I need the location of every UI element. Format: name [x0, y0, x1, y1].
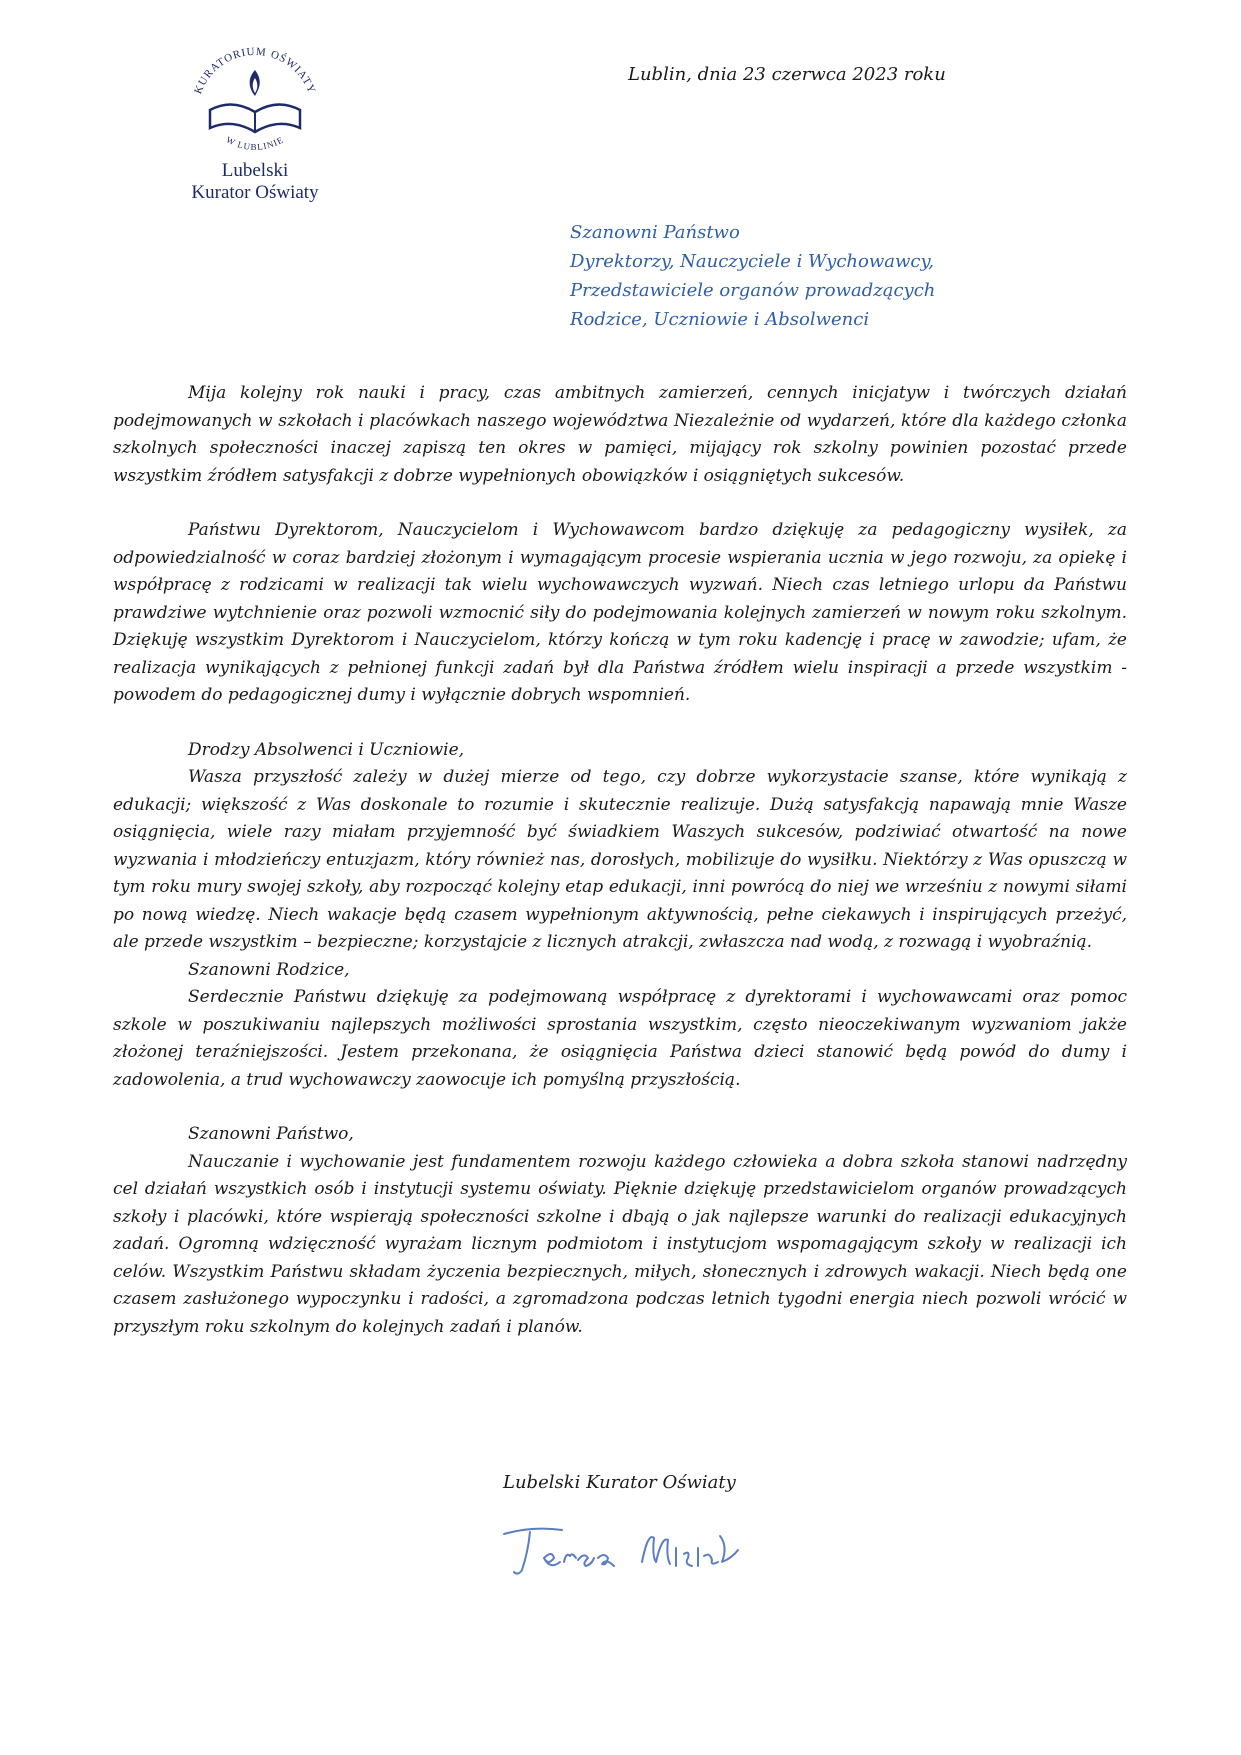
logo-arc-bottom-text: W LUBLINIE — [224, 134, 286, 153]
open-book-torch-emblem — [180, 40, 330, 160]
kuratorium-logo — [155, 40, 355, 210]
recipient-line: Rodzice, Uczniowie i Absolwenci — [570, 309, 870, 330]
recipient-line: Szanowni Państwo — [570, 222, 740, 243]
letter-body — [113, 380, 1127, 1341]
letter-date: Lublin, dnia 23 czerwca 2023 roku — [628, 64, 946, 85]
paragraph-intro: Mija kolejny rok nauki i pracy, czas ambitnych zamierzeń, cennych inicjatyw i twórczych działań podejmowanych w szkołach i placówkach naszego województwa Niezależnie od wydarzeń, które dla każdego członka szkolnych społeczności inaczej zapiszą ten okres w pamięci, mijający rok szkolny powinien pozostać przede wszystkim źródłem satysfakcji z dobrze wypełnionych obowiązków i osiągniętych sukcesów. — [113, 383, 1127, 486]
logo-arc-top-text: KURATORIUM OŚWIATY — [192, 45, 318, 96]
salutation-all: Szanowni Państwo, — [188, 1124, 354, 1144]
recipient-line: Przedstawiciele organów prowadzących — [570, 280, 936, 301]
paragraph-closing: Nauczanie i wychowanie jest fundamentem rozwoju każdego człowieka a dobra szkoła stanowi nadrzędny cel działań wszystkich osób i instytucji systemu oświaty. Pięknie dziękuję przedstawicielom organów prowadzących szkoły i placówki, które wspierają społeczności szkolne i dbają o jak najlepsze warunki do realizacji edukacyjnych zadań. Ogromną wdzięczność wyrażam licznym podmiotom i instytucjom wspomagającym szkoły w realizacji ich celów. Wszystkim Państwu składam życzenia bezpiecznych, miłych, słonecznych i zdrowych wakacji. Niech będą one czasem zasłużonego wypoczynku i radości, a zgromadzona podczas letnich tygodni energia niech pozwoli wrócić w przyszłym roku szkolnym do kolejnych zadań i planów. — [113, 1151, 1127, 1337]
recipients-block — [570, 218, 935, 334]
logo-line-1: Lubelski — [221, 160, 289, 181]
svg-text:W LUBLINIE — [225, 134, 286, 152]
paragraph-students: Wasza przyszłość zależy w dużej mierze od tego, czy dobrze wykorzystacie szanse, które wynikają z edukacji; większość z Was doskonale to rozumie i skutecznie realizuje. Dużą satysfakcją napawają mnie Wasze osiągnięcia, wiele razy miałam przyjemność być świadkiem Waszych sukcesów, podziwiać otwartość na nowe wyzwania i młodzieńczy entuzjazm, który również nas, dorosłych, mobilizuje do wysiłku. Niektórzy z Was opuszczą w tym roku mury swojej szkoły, aby rozpocząć kolejny etap edukacji, inni powrócą do niej we wrześniu z nowymi siłami po nową wiedzę. Niech wakacje będą czasem wypełnionym aktywnością, pełne ciekawych i inspirujących przeżyć, ale przede wszystkim – bezpieczne; korzystajcie z licznych atrakcji, zwłaszcza nad wodą, z rozwagą i wyobraźnią. — [113, 767, 1127, 952]
salutation-parents: Szanowni Rodzice, — [188, 959, 350, 980]
salutation-students: Drodzy Absolwenci i Uczniowie, — [188, 739, 465, 760]
logo-line-2: Kurator Oświaty — [191, 182, 319, 203]
signatory-title: Lubelski Kurator Oświaty — [503, 1472, 736, 1493]
paragraph-teachers: Państwu Dyrektorom, Nauczycielom i Wychowawcom bardzo dziękuję za pedagogiczny wysiłek, za odpowiedzialność w coraz bardziej złożonym i wymagającym procesie wspierania ucznia w jego rozwoju, za opiekę i współpracę z rodzicami w realizacji tak wielu wychowawczych wyzwań. Niech czas letniego urlopu da Państwu prawdziwe wytchnienie oraz pozwoli wzmocnić siły do podejmowania kolejnych zamierzeń w nowym roku szkolnym. Dziękuję wszystkim Dyrektorom i Nauczycielom, którzy kończą w tym roku kadencję i pracę w zawodzie; ufam, że realizacja wynikających z pełnionej funkcji zadań był dla Państwa źródłem wielu inspiracji a przede wszystkim - powodem do pedagogicznej dumy i wyłącznie dobrych wspomnień. — [113, 520, 1127, 705]
recipient-line: Dyrektorzy, Nauczyciele i Wychowawcy, — [570, 251, 934, 272]
handwritten-signature — [492, 1512, 752, 1587]
paragraph-parents: Serdecznie Państwu dziękuję za podejmowaną współpracę z dyrektorami i wychowawcami oraz pomoc szkole w poszukiwaniu najlepszych możliwości sprostania wszystkim, często nieoczekiwanym wyzwaniom jakże złożonej teraźniejszości. Jestem przekonana, że osiągnięcia Państwa dzieci stanowić będą powód do dumy i zadowolenia, a trud wychowawczy zaowocuje ich pomyślną przyszłością. — [113, 987, 1127, 1090]
